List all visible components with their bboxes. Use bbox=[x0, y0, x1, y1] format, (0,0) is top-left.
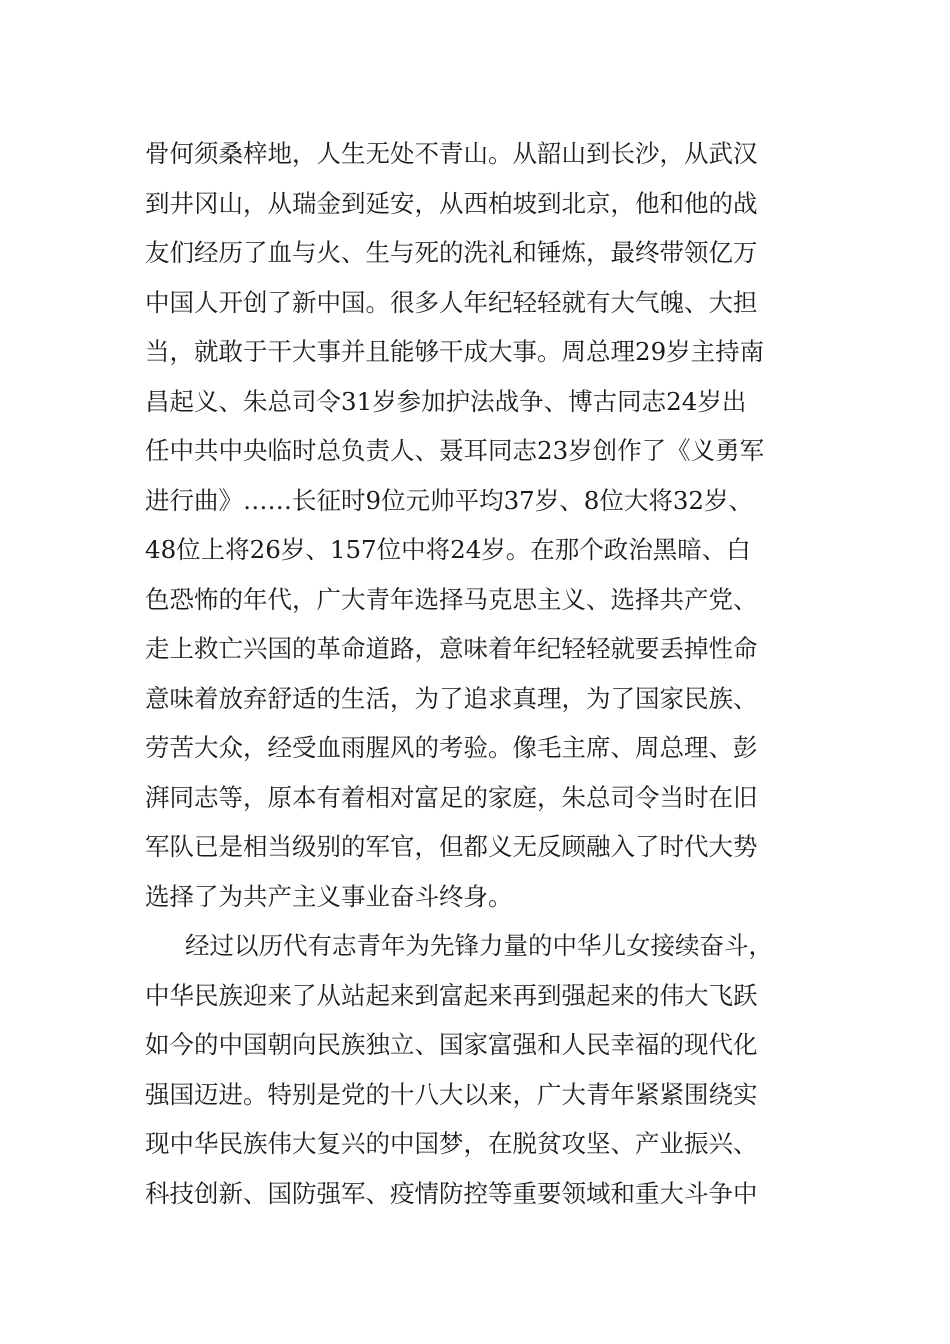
text-line: 48位上将26岁、157位中将24岁。在那个政治黑暗、白 bbox=[145, 535, 751, 564]
body-text bbox=[145, 129, 845, 1218]
text-line: 色恐怖的年代，广大青年选择马克思主义、选择共产党、 bbox=[145, 584, 758, 614]
text-line: 走上救亡兴国的革命道路，意味着年纪轻轻就要丢掉性命 bbox=[145, 634, 758, 663]
text-line: 骨何须桑梓地，人生无处不青山。从韶山到长沙，从武汉 bbox=[145, 139, 758, 168]
text-line: 科技创新、国防强军、疫情防控等重要领域和重大斗争中 bbox=[145, 1178, 758, 1208]
text-line: 意味着放弃舒适的生活，为了追求真理，为了国家民族、 bbox=[145, 683, 758, 713]
text-line: 军队已是相当级别的军官，但都义无反顾融入了时代大势 bbox=[145, 832, 758, 861]
text-line: 强国迈进。特别是党的十八大以来，广大青年紧紧围绕实 bbox=[145, 1079, 758, 1109]
paragraph-first-line: 经过以历代有志青年为先锋力量的中华儿女接续奋斗， bbox=[185, 931, 773, 960]
text-line: 选择了为共产主义事业奋斗终身。 bbox=[145, 881, 513, 911]
text-line: 友们经历了血与火、生与死的洗礼和锤炼，最终带领亿万 bbox=[145, 238, 758, 267]
text-line: 进行曲》……长征时9位元帅平均37岁、8位大将32岁、 bbox=[145, 485, 754, 515]
text-line: 到井冈山，从瑞金到延安，从西柏坡到北京，他和他的战 bbox=[145, 188, 758, 218]
text-line: 当，就敢于干大事并且能够干成大事。周总理29岁主持南 bbox=[145, 337, 765, 366]
text-line: 如今的中国朝向民族独立、国家富强和人民幸福的现代化 bbox=[145, 1030, 758, 1059]
text-line: 中华民族迎来了从站起来到富起来再到强起来的伟大飞跃 bbox=[145, 980, 758, 1010]
text-line: 劳苦大众，经受血雨腥风的考验。像毛主席、周总理、彭 bbox=[145, 733, 758, 762]
text-line: 任中共中央临时总负责人、聂耳同志23岁创作了《义勇军 bbox=[145, 436, 765, 465]
text-line: 中国人开创了新中国。很多人年纪轻轻就有大气魄、大担 bbox=[145, 287, 758, 317]
text-line: 昌起义、朱总司令31岁参加护法战争、博古同志24岁出 bbox=[145, 386, 747, 416]
text-line: 现中华民族伟大复兴的中国梦，在脱贫攻坚、产业振兴、 bbox=[145, 1129, 758, 1158]
text-line: 湃同志等，原本有着相对富足的家庭，朱总司令当时在旧 bbox=[145, 782, 758, 812]
